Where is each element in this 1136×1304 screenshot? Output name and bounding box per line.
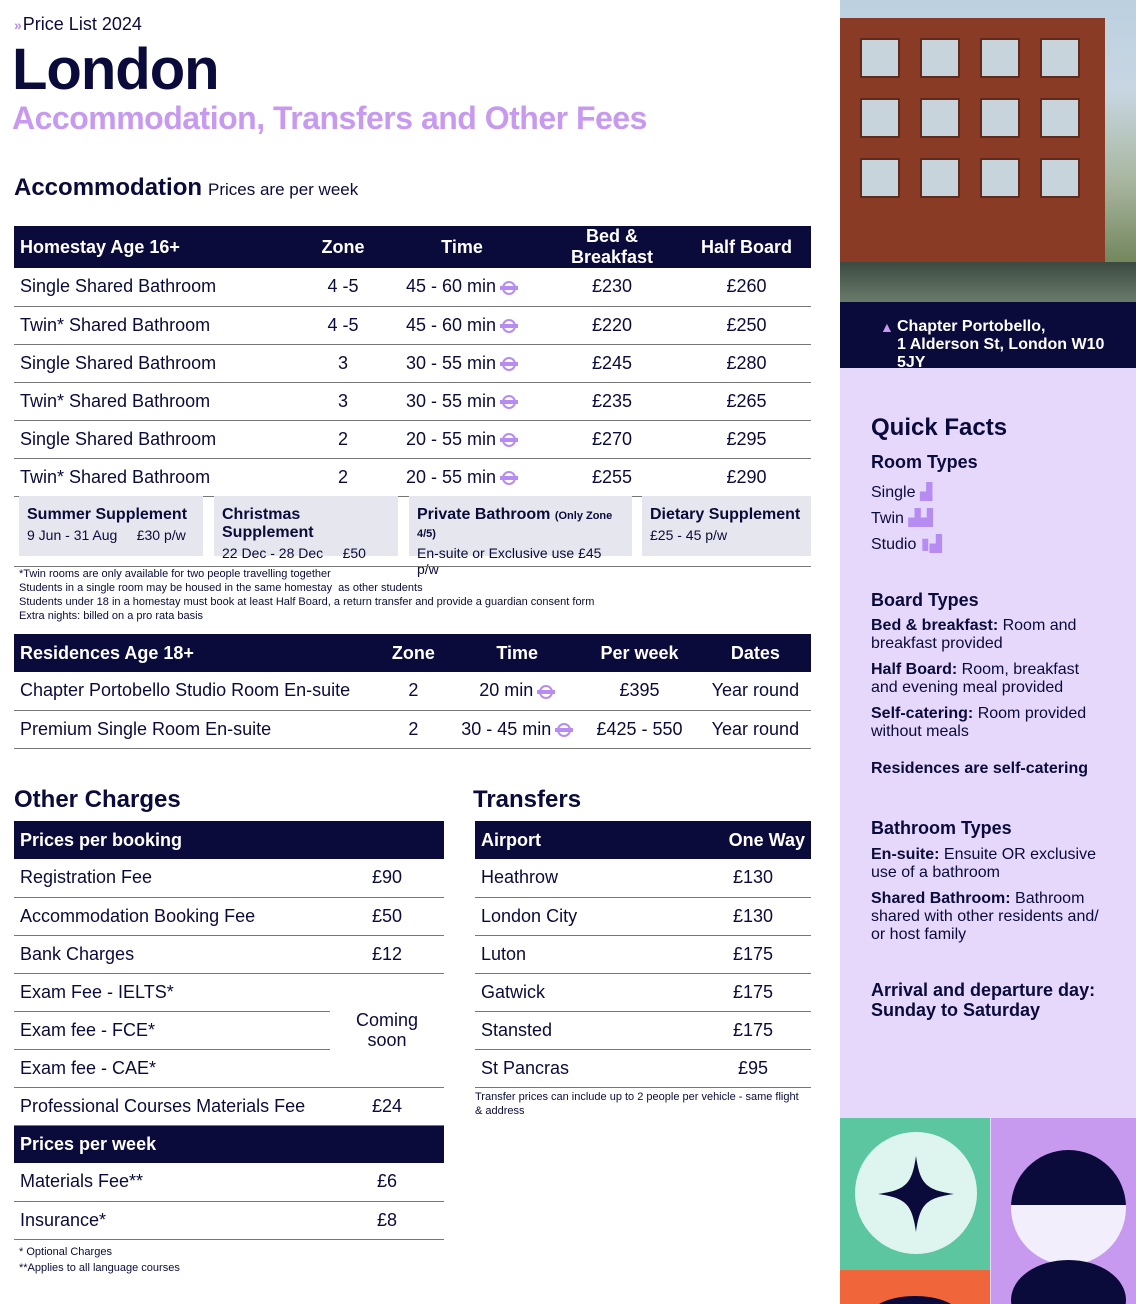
- price-cell: £395: [579, 672, 700, 710]
- residences-header-price: Per week: [579, 634, 700, 672]
- time-text: 30 - 55 min: [405, 352, 497, 373]
- table-row: [14, 1087, 444, 1125]
- bed-icon: ▟▟: [908, 510, 933, 527]
- transfer-price: £175: [695, 935, 811, 973]
- table-row: [475, 1049, 811, 1087]
- transfer-price: £95: [695, 1049, 811, 1087]
- underground-icon: [555, 723, 573, 737]
- bathroom-term: En-suite:: [871, 846, 940, 863]
- zone-cell: 2: [372, 710, 456, 748]
- arrival-info: [871, 980, 1095, 1020]
- homestay-header-row: [14, 226, 811, 268]
- airport-cell: Luton: [475, 935, 695, 973]
- charge-price: £50: [330, 897, 444, 935]
- zone-cell: 2: [372, 672, 456, 710]
- supplement-title-note: (Only Zone 4/5): [417, 510, 613, 540]
- kicker: [14, 14, 142, 35]
- note-line: Extra nights: billed on a pro rata basis: [19, 610, 204, 622]
- tile-orange: [840, 1270, 990, 1304]
- bb-cell: £255: [542, 458, 682, 496]
- airport-cell: Heathrow: [475, 859, 695, 897]
- board-types-list: [871, 617, 1101, 741]
- time-text: 45 - 60 min: [405, 314, 497, 335]
- room-cell: Single Shared Bathroom: [14, 268, 304, 306]
- charge-label: Accommodation Booking Fee: [14, 897, 330, 935]
- kicker-text: Price List 2024: [22, 14, 142, 34]
- charge-price: £6: [330, 1163, 444, 1201]
- charge-label: Insurance*: [14, 1201, 330, 1239]
- room-cell: Premium Single Room En-suite: [14, 710, 372, 748]
- hb-cell: £290: [682, 458, 811, 496]
- transfers-note: Transfer prices can include up to 2 people per vehicle - same flight & address: [475, 1091, 799, 1117]
- airport-cell: Gatwick: [475, 973, 695, 1011]
- zone-cell: 4 -5: [304, 268, 382, 306]
- homestay-header-zone: Zone: [304, 226, 382, 268]
- hb-cell: £260: [682, 268, 811, 306]
- other-charges-notes: [19, 1244, 180, 1276]
- note-line: Students under 18 in a homestay must book at least Half Board, a return transfer and provide a guardian consent form: [19, 596, 595, 608]
- room-type-single: [871, 480, 942, 506]
- week-header: Prices per week: [14, 1125, 444, 1163]
- transfers-table: [475, 821, 811, 1088]
- residences-header-row: [14, 634, 811, 672]
- transfers-header-row: [475, 821, 811, 859]
- table-row: [14, 1163, 444, 1201]
- transfer-price: £130: [695, 859, 811, 897]
- board-type: [871, 705, 1101, 741]
- bathroom-desc: Bathroom shared with other residents and/ or host family: [871, 890, 1099, 943]
- booking-header: Prices per booking: [14, 821, 444, 859]
- supplement-title: Dietary Supplement: [650, 506, 801, 523]
- table-row: [475, 1011, 811, 1049]
- time-cell: [382, 420, 542, 458]
- price-cell: £425 - 550: [579, 710, 700, 748]
- room-type-twin: [871, 506, 942, 532]
- board-types-title: Board Types: [871, 590, 979, 610]
- time-cell: [382, 344, 542, 382]
- airport-cell: St Pancras: [475, 1049, 695, 1087]
- table-row: [475, 935, 811, 973]
- hb-cell: £280: [682, 344, 811, 382]
- bed-icon: ▟: [919, 484, 933, 501]
- room-types-title: Room Types: [871, 452, 978, 472]
- table-row: [475, 973, 811, 1011]
- board-desc: Room and breakfast provided: [871, 617, 1077, 652]
- zone-cell: 4 -5: [304, 306, 382, 344]
- decorative-tiles: [840, 1118, 1136, 1304]
- time-text: 30 - 55 min: [405, 390, 497, 411]
- room-type-label: Single: [871, 484, 916, 501]
- zone-cell: 3: [304, 344, 382, 382]
- star-icon: [876, 1154, 956, 1234]
- board-desc: Room, breakfast and evening meal provided: [871, 661, 1080, 696]
- arrival-line: Sunday to Saturday: [871, 1000, 1041, 1020]
- airport-cell: Stansted: [475, 1011, 695, 1049]
- supplement-title: Summer Supplement: [27, 506, 188, 523]
- zone-cell: 2: [304, 420, 382, 458]
- charge-price: £8: [330, 1201, 444, 1239]
- residences-note: Residences are self-catering: [871, 760, 1088, 777]
- bb-cell: £230: [542, 268, 682, 306]
- hb-cell: £250: [682, 306, 811, 344]
- board-term: Self-catering:: [871, 705, 974, 722]
- residences-header-room: Residences Age 18+: [14, 634, 372, 672]
- supplement-title: [417, 506, 624, 542]
- table-row: [14, 306, 811, 344]
- accommodation-title: Accommodation: [14, 174, 203, 201]
- accommodation-subtitle: Prices are per week: [208, 180, 359, 199]
- room-type-label: Twin: [871, 510, 904, 527]
- residences-header-zone: Zone: [372, 634, 456, 672]
- table-row: [14, 1201, 444, 1239]
- room-cell: Twin* Shared Bathroom: [14, 382, 304, 420]
- supplement-summer: [19, 496, 203, 556]
- room-type-studio: [871, 532, 942, 558]
- table-row: [14, 710, 811, 748]
- table-row: [14, 859, 444, 897]
- bb-cell: £235: [542, 382, 682, 420]
- time-cell: [382, 306, 542, 344]
- exam-label: Exam fee - FCE*: [14, 1011, 330, 1049]
- underground-icon: [500, 433, 518, 447]
- note-line: Students in a single room may be housed in the same homestay as other students: [19, 582, 423, 594]
- board-term: Bed & breakfast:: [871, 617, 999, 634]
- time-text: 45 - 60 min: [405, 276, 497, 297]
- transfer-price: £175: [695, 973, 811, 1011]
- location-triangle-icon: ▲: [880, 319, 894, 335]
- charge-price: £12: [330, 935, 444, 973]
- room-cell: Chapter Portobello Studio Room En-suite: [14, 672, 372, 710]
- transfer-price: £130: [695, 897, 811, 935]
- time-cell: [382, 268, 542, 306]
- homestay-header-time: Time: [382, 226, 542, 268]
- charge-label: Bank Charges: [14, 935, 330, 973]
- accommodation-heading: [14, 174, 358, 202]
- homestay-header-room: Homestay Age 16+: [14, 226, 304, 268]
- room-type-label: Studio: [871, 536, 917, 553]
- zone-cell: 2: [304, 458, 382, 496]
- underground-icon: [537, 685, 555, 699]
- transfer-price: £175: [695, 1011, 811, 1049]
- table-row: [14, 268, 811, 306]
- charge-price: £90: [330, 859, 444, 897]
- caption-line: 1 Alderson St, London W10 5JY: [897, 336, 1105, 371]
- homestay-header-bb: Bed & Breakfast: [542, 226, 682, 268]
- note-line: **Applies to all language courses: [19, 1262, 180, 1274]
- room-cell: Twin* Shared Bathroom: [14, 458, 304, 496]
- time-cell: [455, 710, 579, 748]
- exam-price: Coming soon: [330, 973, 444, 1087]
- other-charges-table: [14, 821, 444, 1240]
- table-row: [475, 897, 811, 935]
- table-row: [14, 973, 444, 1011]
- board-desc: Room provided without meals: [871, 705, 1087, 740]
- caption-line: Chapter Portobello,: [897, 318, 1046, 335]
- residence-photo: [840, 0, 1136, 302]
- table-row: [14, 344, 811, 382]
- residences-header-time: Time: [455, 634, 579, 672]
- supplement-detail: £25 - 45 p/w: [650, 527, 728, 543]
- time-text: 20 - 55 min: [405, 428, 497, 449]
- note-line: *Twin rooms are only available for two people travelling together: [19, 568, 331, 580]
- underground-icon: [500, 319, 518, 333]
- hb-cell: £265: [682, 382, 811, 420]
- dates-cell: Year round: [700, 672, 811, 710]
- time-cell: [455, 672, 579, 710]
- room-cell: Single Shared Bathroom: [14, 344, 304, 382]
- supplement-christmas: [214, 496, 398, 561]
- table-row: [14, 382, 811, 420]
- bb-cell: £220: [542, 306, 682, 344]
- room-cell: Twin* Shared Bathroom: [14, 306, 304, 344]
- bathroom-desc: Ensuite OR exclusive use of a bathroom: [871, 846, 1096, 881]
- bathroom-type: [871, 846, 1101, 882]
- table-row: [475, 859, 811, 897]
- tile-purple: [991, 1118, 1136, 1304]
- exam-label: Exam Fee - IELTS*: [14, 973, 330, 1011]
- bathroom-types-title: Bathroom Types: [871, 818, 1012, 838]
- time-text: 20 min: [479, 680, 534, 701]
- bb-cell: £270: [542, 420, 682, 458]
- bathroom-types-list: [871, 846, 1101, 944]
- table-row: [14, 458, 811, 496]
- building-illustration: [840, 18, 1105, 268]
- supplement-title-text: Private Bathroom: [417, 506, 551, 523]
- room-cell: Single Shared Bathroom: [14, 420, 304, 458]
- time-text: 20 - 55 min: [405, 466, 497, 487]
- board-type: [871, 661, 1101, 697]
- charge-price: £24: [330, 1087, 444, 1125]
- supplement-dietary: [642, 496, 811, 556]
- time-text: 30 - 45 min: [461, 718, 552, 739]
- table-row: [14, 935, 444, 973]
- homestay-notes: [14, 566, 811, 623]
- charge-label: Materials Fee**: [14, 1163, 330, 1201]
- tile-green: [840, 1118, 990, 1270]
- zone-cell: 3: [304, 382, 382, 420]
- time-cell: [382, 382, 542, 420]
- underground-icon: [500, 395, 518, 409]
- bathroom-term: Shared Bathroom:: [871, 890, 1011, 907]
- chevron-double-right-icon: »: [14, 16, 19, 33]
- homestay-table: [14, 226, 811, 497]
- supplement-title: Christmas Supplement: [222, 506, 314, 541]
- time-cell: [382, 458, 542, 496]
- arrival-line: Arrival and departure day:: [871, 980, 1096, 1000]
- bb-cell: £245: [542, 344, 682, 382]
- supplement-detail: 22 Dec - 28 Dec £50: [222, 545, 366, 561]
- page-title: London: [12, 37, 219, 102]
- table-row: [14, 672, 811, 710]
- supplement-private-bathroom: [409, 496, 632, 577]
- note-line: * Optional Charges: [19, 1246, 112, 1258]
- transfers-header-oneway: One Way: [695, 821, 811, 859]
- hb-cell: £295: [682, 420, 811, 458]
- underground-icon: [500, 471, 518, 485]
- bed-icon: ▮▟: [920, 536, 942, 553]
- residences-header-dates: Dates: [700, 634, 811, 672]
- transfers-header-airport: Airport: [475, 821, 695, 859]
- supplement-detail: 9 Jun - 31 Aug £30 p/w: [27, 527, 186, 543]
- board-type: [871, 617, 1101, 653]
- photo-caption: [840, 302, 1136, 371]
- charge-label: Professional Courses Materials Fee: [14, 1087, 330, 1125]
- homestay-header-hb: Half Board: [682, 226, 811, 268]
- bathroom-type: [871, 890, 1101, 944]
- exam-label: Exam fee - CAE*: [14, 1049, 330, 1087]
- residences-table: [14, 634, 811, 749]
- transfers-title: Transfers: [473, 786, 582, 813]
- page-subtitle: Accommodation, Transfers and Other Fees: [12, 100, 647, 136]
- charge-label: Registration Fee: [14, 859, 330, 897]
- supplement-detail: En-suite or Exclusive use £45 p/w: [417, 545, 602, 577]
- table-row: [14, 897, 444, 935]
- dates-cell: Year round: [700, 710, 811, 748]
- board-term: Half Board:: [871, 661, 958, 678]
- airport-cell: London City: [475, 897, 695, 935]
- underground-icon: [500, 281, 518, 295]
- underground-icon: [500, 357, 518, 371]
- room-types-list: [871, 480, 942, 558]
- quick-facts-title: Quick Facts: [871, 414, 1008, 441]
- table-row: [14, 420, 811, 458]
- other-charges-title: Other Charges: [14, 786, 181, 813]
